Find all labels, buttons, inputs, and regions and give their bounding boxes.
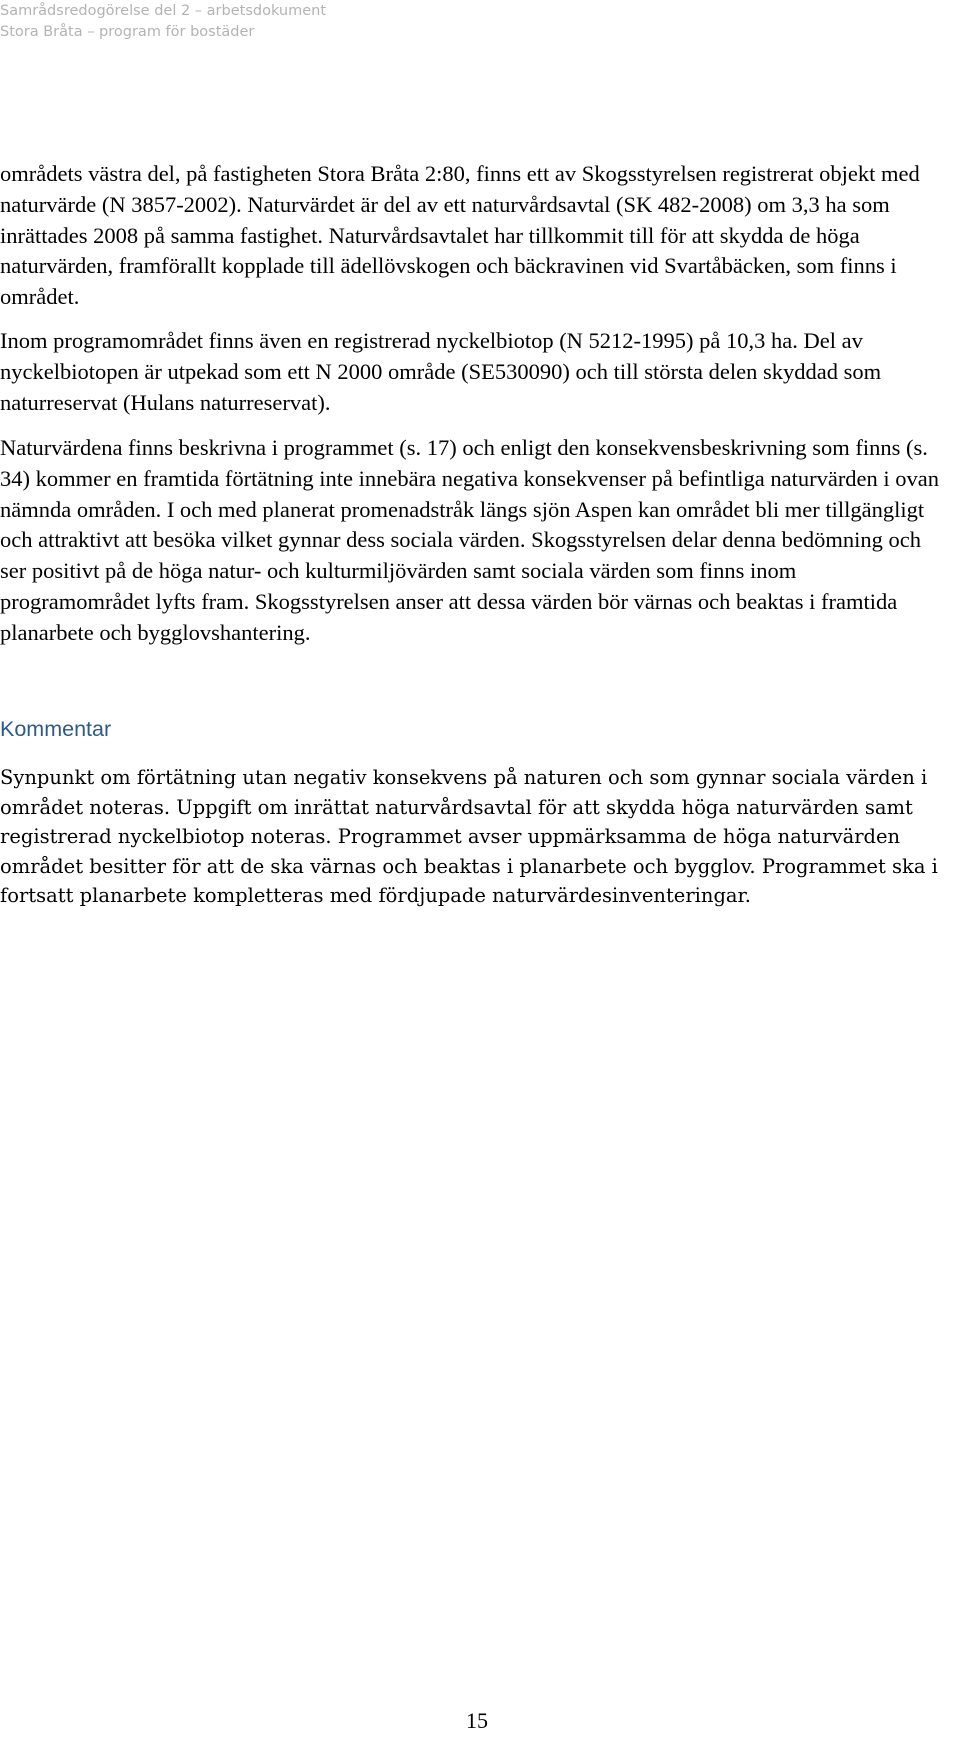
paragraph-nyckelbiotop: Inom programområdet finns även en registrerad nyckelbiotop (N 5212-1995) på 10,3 ha. Del av nyckelbiotopen är utpekad som ett N 2000 område (SE530090) och till största delen skyddad som naturreservat (Hulans naturreservat). <box>0 328 882 415</box>
paragraph-naturvardsavtal: områdets västra del, på fastigheten Stora Bråta 2:80, finns ett av Skogsstyrelsen registrerat objekt med naturvärde (N 3857-2002). Naturvärdet är del av ett naturvårdsavtal (SK 482-2008) om 3,3 ha som inrättades 2008 på samma fastighet. Naturvårdsavtalet har tillkommit till för att skydda de höga naturvärden, framförallt kopplade till ädellövskogen och bäckravinen vid Svartåbäcken, som finns i området. <box>0 161 920 310</box>
comment-text: Synpunkt om förtätning utan negativ konsekvens på naturen och som gynnar sociala värden i området noteras. Uppgift om inrättat naturvårdsavtal för att skydda höga naturvärden samt registrerad nyckelbiotop noteras. Programmet avser uppmärksamma de höga naturvärden området besitter för att de ska värnas och beaktas i planarbete och bygglov. Programmet ska i fortsatt planarbete kompletteras med fördjupade naturvärdesinventeringar. <box>0 766 938 908</box>
document-title: Samrådsredogörelse del 2 – arbetsdokument <box>0 3 327 19</box>
paragraph-naturvarden: Naturvärdena finns beskrivna i programmet (s. 17) och enligt den konsekvensbeskrivning som finns (s. 34) kommer en framtida förtätning inte innebära negativa konsekvenser på befintliga naturvärden i ovan nämnda områden. I och med planerat promenadstråk längs sjön Aspen kan området bli mer tillgängligt och attraktivt att besöka vilket gynnar dess sociala värden. Skogsstyrelsen delar denna bedömning och ser positivt på de höga natur- och kulturmiljövärden samt sociala värden som finns inom programområdet lyfts fram. Skogsstyrelsen anser att dessa värden bör värnas och beaktas i framtida planarbete och bygglovshantering. <box>0 435 940 645</box>
comment-heading: Kommentar <box>0 717 112 741</box>
page-header <box>0 1 326 43</box>
document-subtitle: Stora Bråta – program för bostäder <box>0 24 255 40</box>
page-number: 15 <box>466 1708 488 1733</box>
